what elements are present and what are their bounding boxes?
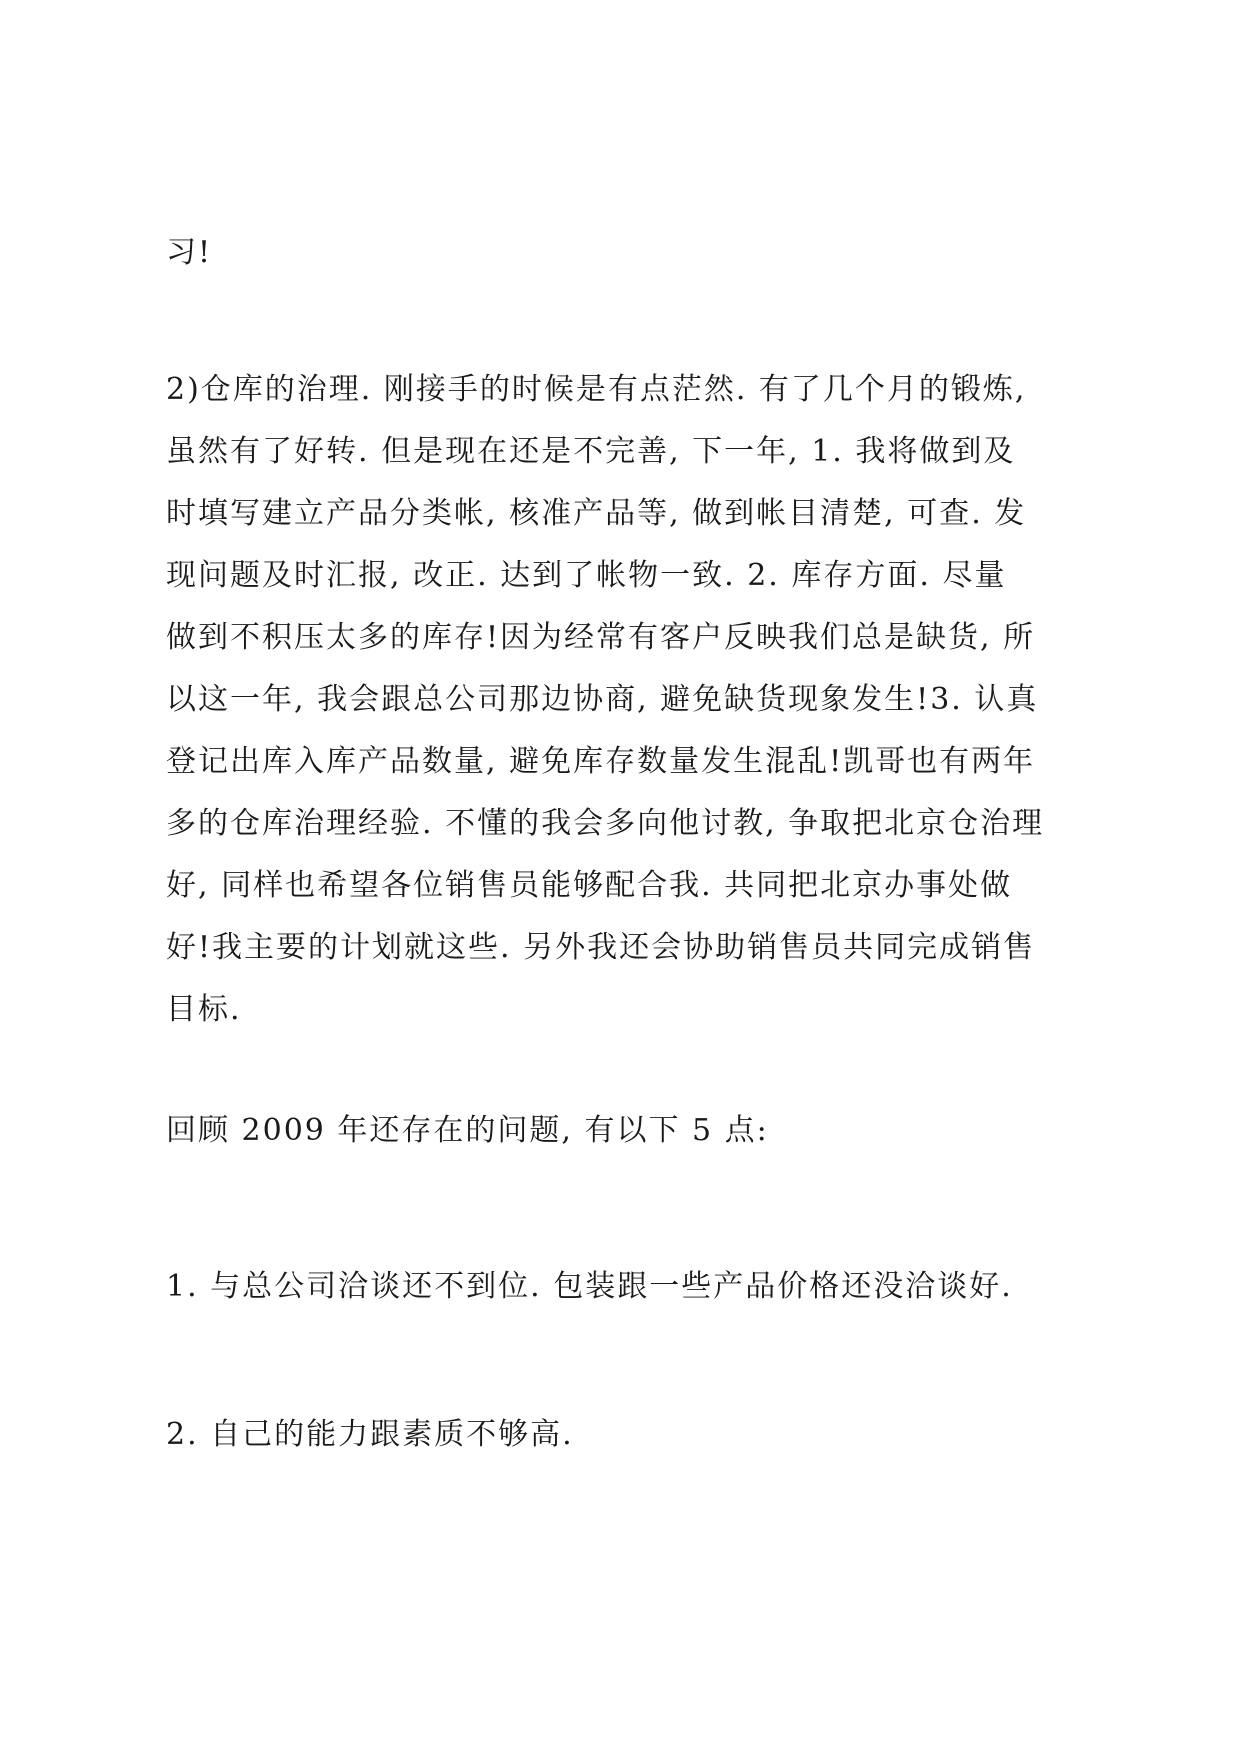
paragraph-continuation bbox=[166, 222, 1096, 284]
text-line: 登记出库入库产品数量, 避免库存数量发生混乱!凯哥也有两年 bbox=[166, 744, 1036, 779]
text-line: 以这一年, 我会跟总公司那边协商, 避免缺货现象发生!3. 认真 bbox=[166, 682, 1039, 717]
text-line: 好!我主要的计划就这些. 另外我还会协助销售员共同完成销售 bbox=[166, 930, 1036, 965]
text-line: 回顾 2009 年还存在的问题, 有以下 5 点: bbox=[166, 1113, 769, 1148]
text-line: 时填写建立产品分类帐, 核准产品等, 做到帐目清楚, 可查. 发 bbox=[166, 496, 1027, 531]
text-line: 做到不积压太多的库存!因为经常有客户反映我们总是缺货, 所 bbox=[166, 620, 1036, 655]
text-line: 1. 与总公司洽谈还不到位. 包装跟一些产品价格还没洽谈好. bbox=[166, 1269, 1013, 1304]
list-item-2 bbox=[166, 1404, 1096, 1466]
list-item-1 bbox=[166, 1256, 1096, 1318]
text-line: 2. 自己的能力跟素质不够高. bbox=[166, 1417, 574, 1452]
text-line: 习! bbox=[166, 235, 213, 270]
text-line: 现问题及时汇报, 改正. 达到了帐物一致. 2. 库存方面. 尽量 bbox=[166, 558, 1007, 593]
text-line: 好, 同样也希望各位销售员能够配合我. 共同把北京办事处做 bbox=[166, 868, 1013, 903]
text-line: 目标. bbox=[166, 992, 242, 1027]
paragraph-warehouse-management bbox=[166, 359, 1096, 1041]
text-line: 2)仓库的治理. 刚接手的时候是有点茫然. 有了几个月的锻炼, bbox=[166, 372, 1027, 407]
paragraph-review-2009 bbox=[166, 1100, 1096, 1162]
text-line: 多的仓库治理经验. 不懂的我会多向他讨教, 争取把北京仓治理 bbox=[166, 806, 1045, 841]
text-line: 虽然有了好转. 但是现在还是不完善, 下一年, 1. 我将做到及 bbox=[166, 434, 1016, 469]
